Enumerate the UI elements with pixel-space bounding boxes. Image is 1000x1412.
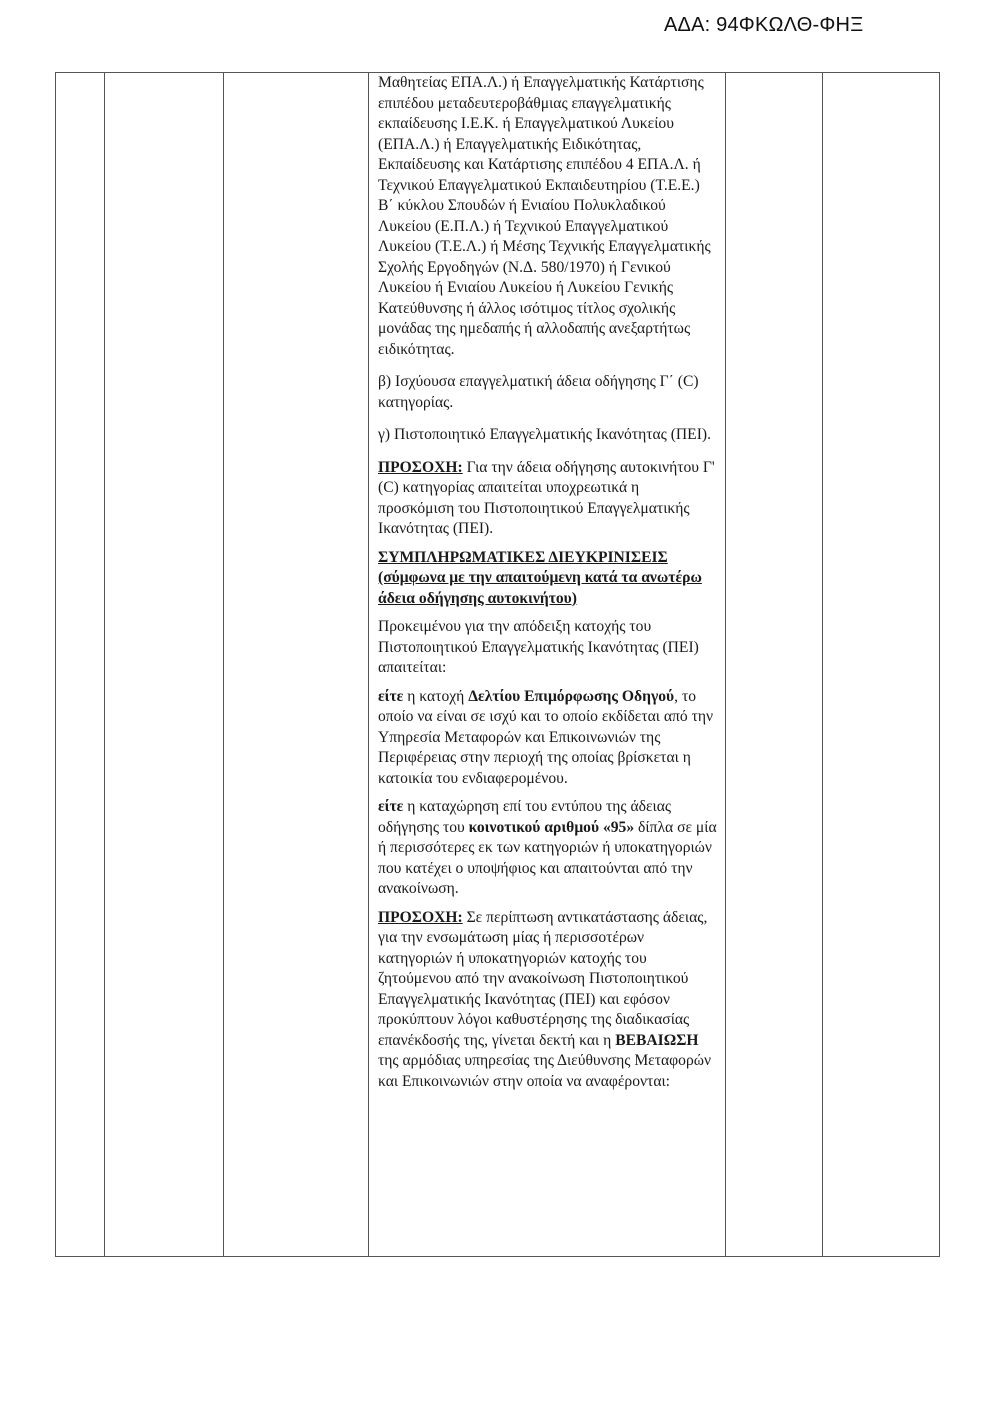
table-cell-empty (105, 73, 224, 1257)
paragraph-degree-list: Μαθητείας ΕΠΑ.Λ.) ή Επαγγελματικής Κατάρτισης επιπέδου μεταδευτεροβάθμιας επαγγελματικής εκπαίδευσης Ι.Ε.Κ. ή Επαγγελματικού Λυκείου (ΕΠΑ.Λ.) ή Επαγγελματικής Ειδικότητας, Εκπαίδευσης και Κατάρτισης επιπέδου 4 ΕΠΑ.Λ. ή Τεχνικού Επαγγελματικού Εκπαιδευτηρίου (Τ.Ε.Ε.) Β΄ κύκλου Σπουδών ή Ενιαίου Πολυκλαδικού Λυκείου (Ε.Π.Λ.) ή Τεχνικού Επαγγελματικού Λυκείου (Τ.Ε.Λ.) ή Μέσης Τεχνικής Επαγγελματικής Σχολής Εργοδηγών (Ν.Δ. 580/1970) ή Γενικού Λυκείου ή Ενιαίου Λυκείου ή Λυκείου Γενικής Κατεύθυνσης ή άλλος ισότιμος τίτλος σχολικής μονάδας της ημεδαπής ή αλλοδαπής ανεξαρτήτως ειδικότητας. (378, 74, 711, 358)
requirements-table (55, 72, 940, 1257)
text-segment: Σε περίπτωση αντικατάστασης άδειας, για την ενσωμάτωση μίας ή περισσοτέρων κατηγοριών ή υποκατηγοριών κατοχής του ζητούμενου από την ανακοίνωση Πιστοποιητικού Επαγγελματικής Ικανότητας (ΠΕΙ) και εφόσον προκύπτουν λόγοι καθυστέρησης της διαδικασίας επανέκδοσής της, γίνεται δεκτή και η (378, 908, 708, 1049)
paragraph-either-1 (378, 687, 717, 790)
paragraph-license: β) Ισχύουσα επαγγελματική άδεια οδήγησης Γ΄ (C) κατηγορίας. (378, 373, 699, 411)
table-cell-empty (224, 73, 369, 1257)
paragraph-either-2 (378, 797, 717, 900)
paragraph-attention-2 (378, 908, 717, 1093)
text-segment: η καταχώρηση επί του εντύπου της άδειας οδήγησης του (378, 798, 672, 836)
bold-term: ΒΕΒΑΙΩΣΗ (615, 1031, 699, 1049)
paragraph-attention-1 (378, 458, 717, 540)
attention-label: ΠΡΟΣΟΧΗ: (378, 458, 463, 476)
either-label: είτε (378, 798, 404, 815)
bold-term: Δελτίου Επιμόρφωσης Οδηγού (468, 687, 675, 705)
document-ada-code: ΑΔΑ: 94ΦΚΩΛΘ-ΦΗΞ (664, 14, 864, 36)
text-segment: η κατοχή (403, 687, 469, 705)
supplementary-heading: ΣΥΜΠΛΗΡΩΜΑΤΙΚΕΣ ΔΙΕΥΚΡΙΝΙΣΕΙΣ (σύμφωνα με την απαιτούμενη κατά τα ανωτέρω άδεια οδήγησης αυτοκινήτου) (378, 548, 702, 607)
attention-label: ΠΡΟΣΟΧΗ: (378, 908, 463, 926)
table-row (56, 73, 940, 1257)
table-cell-qualifications (369, 73, 726, 1257)
table-cell-index (56, 73, 105, 1257)
text-segment: , το οποίο να είναι σε ισχύ και το οποίο εκδίδεται από την Υπηρεσία Μεταφορών και Επικοινωνιών της Περιφέρειας στην περιοχή της οποίας βρίσκεται η κατοικία του ενδιαφερομένου. (378, 687, 714, 787)
table-cell-empty (726, 73, 823, 1257)
paragraph-pei: γ) Πιστοποιητικό Επαγγελματικής Ικανότητας (ΠΕΙ). (378, 426, 711, 443)
qualifications-text (369, 73, 725, 1256)
text-segment: δίπλα σε μία ή περισσότερες εκ των κατηγοριών ή υποκατηγοριών που κατέχει ο υποψήφιος και απαιτούνται από την ανακοίνωση. (378, 818, 717, 897)
bold-term: κοινοτικού αριθμού «95» (468, 818, 635, 836)
table-cell-empty (823, 73, 940, 1257)
either-label: είτε (378, 687, 404, 705)
paragraph-pei-proof: Προκειμένου για την απόδειξη κατοχής του Πιστοποιητικού Επαγγελματικής Ικανότητας (ΠΕΙ) απαιτείται: (378, 618, 699, 676)
attention-text: Για την άδεια οδήγησης αυτοκινήτου Γ' (C) κατηγορίας απαιτείται υποχρεωτικά η προσκόμιση του Πιστοποιητικού Επαγγελματικής Ικανότητας (ΠΕΙ). (378, 458, 715, 537)
text-segment: της αρμόδιας υπηρεσίας της Διεύθυνσης Μεταφορών και Επικοινωνιών στην οποία να αναφέρονται: (378, 1052, 712, 1090)
